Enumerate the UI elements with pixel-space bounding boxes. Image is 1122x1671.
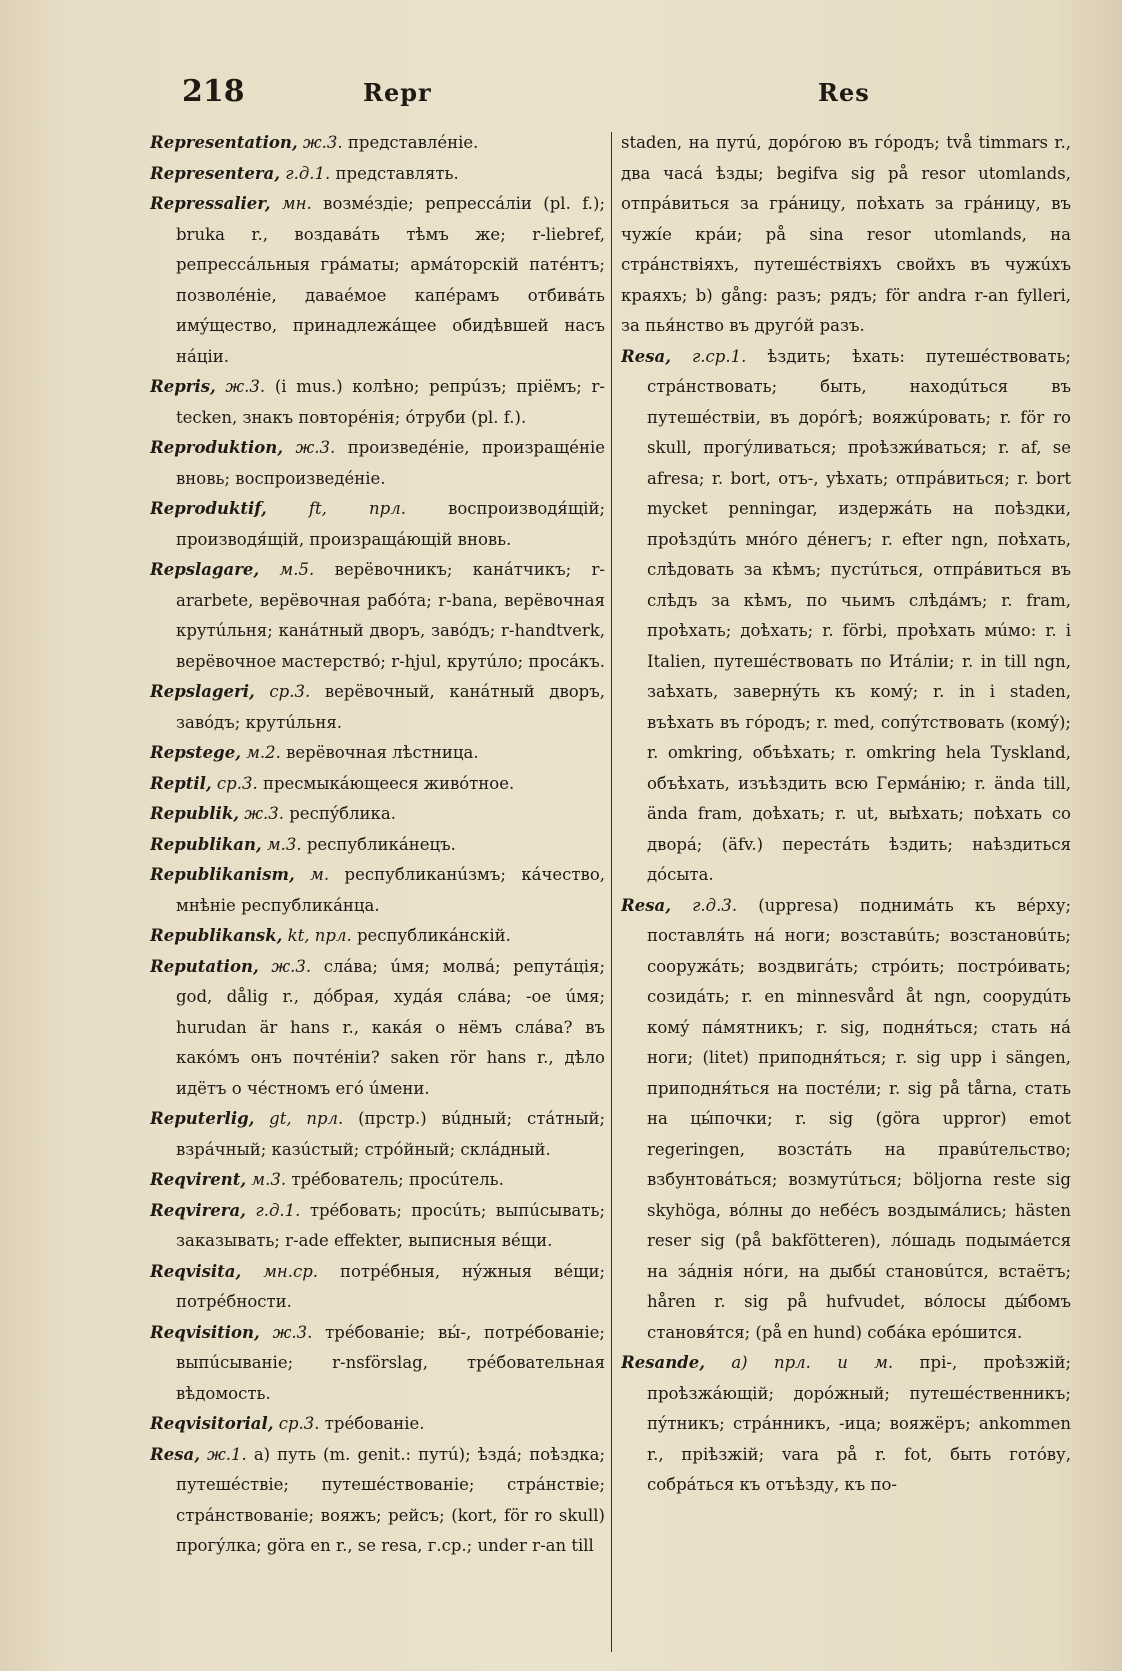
- entry-definition: пресмыкáющееся живóтное.: [262, 773, 515, 793]
- dictionary-entry: [150, 769, 605, 800]
- entry-definition: потрéбныя, нýжныя вéщи; потрéбности.: [176, 1261, 605, 1311]
- entry-grammar: ж.3.: [272, 1322, 313, 1342]
- column-divider: [611, 132, 612, 1652]
- entry-grammar: м.3.: [251, 1170, 287, 1189]
- dictionary-entry: [150, 1318, 605, 1410]
- entry-definition: staden, на путú, дорóгою въ гóродъ; två timmars r., два часá ѣзды; begifva sig på resor utomlands, отпрáвиться за грáницу, поѣхать за грáницу, въ чужíе крáи; på sina resor utomlands, на стрáнствіяхъ, путешéствіяхъ свойхъ въ чужúхъ краяхъ; b) gång: разъ; рядъ; för andra r-an fylleri, за пья́нство въ другóй разъ.: [621, 133, 1071, 335]
- entry-grammar: м.2.: [246, 743, 281, 762]
- entry-definition: трéбованіе; вы́-, потрéбованіе; выпúсываніе; r-nsförslag, трéбовательная вѣдомость.: [176, 1322, 605, 1403]
- entry-definition: (прстр.) вúдный; стáтный; взрáчный; казúстый; стрóйный; склáдный.: [176, 1109, 605, 1159]
- entry-definition: трéбователь; просúтель.: [291, 1170, 504, 1189]
- dictionary-entry: [150, 159, 605, 190]
- entry-definition: верёвочная лѣстница.: [286, 743, 479, 762]
- entry-grammar: г.д.3.: [692, 895, 738, 915]
- dictionary-entry: [150, 677, 605, 738]
- entry-headword: Repstege,: [150, 743, 241, 762]
- entry-grammar: м.5.: [279, 560, 315, 579]
- page-header: [0, 74, 1122, 124]
- entry-headword: Representera,: [150, 163, 280, 183]
- entry-definition: (i mus.) колѣно; репрúзъ; пріёмъ; r-tecken, знакъ повторéнія; óтруби (pl. f.).: [176, 377, 605, 427]
- entry-definition: республиканúзмъ; кáчество, мнѣніе республикáнца.: [176, 865, 605, 915]
- dictionary-entry: [150, 189, 605, 372]
- entry-definition: верёвочникъ; канáтчикъ; r-ararbete, верёвочная рабóта; r-bana, верёвочная крутúльня; канáтный дворъ, завóдъ; r-handtverk, верёвочное мастерствó; r-hjul, крутúло; просáкъ.: [176, 560, 605, 671]
- dictionary-entry: [150, 830, 605, 861]
- entry-headword: Reputerlig,: [150, 1109, 255, 1128]
- dictionary-entry: [150, 372, 605, 433]
- entry-headword: Repris,: [150, 377, 216, 396]
- entry-definition: трéбованіе.: [324, 1414, 425, 1433]
- entry-headword: Republikansk,: [150, 926, 283, 945]
- entry-headword: Resa,: [621, 895, 671, 915]
- entry-headword: Reqvisition,: [150, 1322, 260, 1342]
- entry-definition: представлéніе.: [347, 133, 479, 152]
- entry-headword: Resa,: [150, 1444, 200, 1464]
- page-number: 218: [182, 74, 245, 109]
- entry-grammar: г.ср.1.: [691, 346, 747, 366]
- entry-headword: Resa,: [621, 346, 671, 366]
- entry-grammar: ср.3.: [278, 1414, 320, 1433]
- entry-definition: ѣздить; ѣхать: путешéствовать; стрáнствовать; быть, находúться въ путешéствіи, въ дорóгѣ; вояжúровать; r. för ro skull, прогýливаться; проѣзжи́ваться; r. af, se afresa; r. bort, отъ-, уѣхать; отпрáвиться; r. bort mycket penningar, издержáть на поѣздки, проѣздúть мнóго дéнегъ; r. efter ngn, поѣхать, слѣдовать за кѣмъ; пустúться, отпрáвиться въ слѣдъ за кѣмъ, по чьимъ слѣдáмъ; r. fram, проѣхать; доѣхать; r. förbi, проѣхать мúмо: r. i Italien, путешéствовать по Итáліи; r. in till ngn, заѣхать, завернýть къ комý; r. in i staden, въѣхать въ гóродъ; r. med, сопýтствовать (комý); r. omkring, объѣхать; r. omkring hela Tyskland, объѣхать, изъѣздить всю Гермáнію; r. ända till, ända fram, доѣхать; r. ut, выѣхать; поѣхать со дворá; (äfv.) перестáть ѣздить; наѣздиться дóсыта.: [647, 346, 1071, 884]
- dictionary-entry: [150, 738, 605, 769]
- entry-grammar: ср.3.: [269, 682, 311, 701]
- entry-grammar: gt, прл.: [269, 1109, 344, 1128]
- dictionary-entry: [150, 1104, 605, 1165]
- right-column: [621, 128, 1071, 1658]
- dictionary-entry: [150, 555, 605, 677]
- entry-grammar: kt, прл.: [287, 926, 352, 945]
- entry-headword: Repslageri,: [150, 682, 255, 701]
- entry-headword: Republikanism,: [150, 865, 295, 884]
- right-running-head: Res: [818, 78, 870, 107]
- entry-grammar: ср.3.: [216, 773, 258, 793]
- dictionary-entry: [150, 128, 605, 159]
- entry-grammar: ж.3.: [244, 804, 284, 823]
- entry-grammar: ж.3.: [302, 133, 343, 152]
- dictionary-entry: [621, 891, 1071, 1349]
- entry-grammar: ж.1.: [207, 1444, 247, 1464]
- dictionary-entry: [150, 1257, 605, 1318]
- left-running-head: Repr: [363, 78, 432, 107]
- entry-grammar: м.3.: [266, 834, 302, 854]
- left-column: [150, 128, 605, 1658]
- entry-definition: а) путь (m. genit.: путú); ѣздá; поѣздка; путешéствіе; путешéствованіе; стрáнствіе; стрáнствованіе; вояжъ; рейсъ; (kort, för ro skull) прогýлка; göra en r., se resa, г.ср.; under r-an till: [176, 1444, 605, 1555]
- entry-headword: Reqvirent,: [150, 1170, 247, 1189]
- dictionary-entry: [150, 952, 605, 1105]
- dictionary-entry: [621, 128, 1071, 342]
- entry-grammar: г.д.1.: [285, 163, 331, 183]
- entry-grammar: ft, прл.: [308, 499, 406, 518]
- entry-headword: Repslagare,: [150, 560, 260, 579]
- entry-grammar: мн.: [281, 194, 312, 213]
- entry-definition: трéбовать; просúть; выпúсывать; заказывать; r-ade effekter, выписныя вéщи.: [176, 1200, 605, 1250]
- entry-headword: Reptil,: [150, 773, 212, 793]
- entry-definition: прі-, проѣзжій; проѣзжáющій; дорóжный; путешéственникъ; пýтникъ; стрáнникъ, -ица; вояжëръ; ankommen r., пріѣзжій; vara på r. fot, быть готóву, собрáться къ отъѣзду, къ по-: [647, 1353, 1071, 1494]
- entry-headword: Reqvirera,: [150, 1200, 246, 1220]
- dictionary-entry: [150, 860, 605, 921]
- entry-definition: верёвочный, канáтный дворъ, завóдъ; крутúльня.: [176, 682, 605, 732]
- entry-headword: Reputation,: [150, 956, 259, 976]
- entry-headword: Reproduktion,: [150, 438, 284, 457]
- dictionary-entry: [621, 342, 1071, 891]
- dictionary-entry: [150, 1196, 605, 1257]
- entry-definition: респýблика.: [289, 804, 396, 823]
- entry-headword: Repressalier,: [150, 194, 271, 213]
- entry-headword: Republik,: [150, 804, 239, 823]
- dictionary-entry: [150, 1165, 605, 1196]
- entry-definition: произведéніе, произращéніе вновь; воспроизведéніе.: [176, 438, 605, 488]
- dictionary-entry: [150, 1440, 605, 1562]
- entry-headword: Reqvisita,: [150, 1261, 242, 1281]
- dictionary-entry: [150, 433, 605, 494]
- dictionary-entry: [150, 494, 605, 555]
- entry-grammar: мн.ср.: [263, 1261, 319, 1281]
- entry-grammar: ж.3.: [225, 377, 266, 396]
- dictionary-entry: [150, 799, 605, 830]
- entry-definition: воспроизводя́щій; производя́щій, произращáющій вновь.: [176, 499, 605, 549]
- entry-headword: Resande,: [621, 1353, 705, 1372]
- dictionary-entry: [150, 921, 605, 952]
- entry-grammar: г.д.1.: [255, 1200, 301, 1220]
- entry-headword: Reproduktif,: [150, 499, 267, 518]
- entry-definition: республикáнецъ.: [306, 834, 456, 854]
- entry-definition: республикáнскій.: [356, 926, 511, 945]
- entry-headword: Republikan,: [150, 834, 262, 854]
- entry-headword: Representation,: [150, 133, 298, 152]
- dictionary-entry: [150, 1409, 605, 1440]
- entry-grammar: ж.3.: [271, 956, 312, 976]
- entry-headword: Reqvisitorial,: [150, 1414, 274, 1433]
- entry-grammar: м.: [310, 865, 330, 884]
- dictionary-entry: [621, 1348, 1071, 1501]
- entry-definition: возмéздіе; репрессáліи (pl. f.); bruka r., воздавáть тѣмъ же; r-liebref, репрессáльныя грáматы; армáторскій патéнтъ; позволéніе, даваéмое капéрамъ отбивáть имýщество, принадлежáщее обидѣвшей насъ нáціи.: [176, 194, 605, 366]
- entry-definition: представлять.: [335, 163, 459, 183]
- entry-grammar: ж.3.: [295, 438, 336, 457]
- entry-definition: слáва; úмя; молвá; репутáція; god, dålig r., дóбрая, худáя слáва; -ое úмя; hurudan är hans r., какáя о нёмъ слáва? въ какóмъ онъ почтéніи? saken rör hans r., дѣло идётъ о чéстномъ егó úмени.: [176, 956, 605, 1098]
- entry-grammar: а) прл. и м.: [731, 1353, 894, 1372]
- entry-definition: (uppresa) поднимáть къ вéрху; поставля́ть нá ноги; возставúть; возстановúть; сооружáть; воздвигáть; стрóить; пострóивать; созидáть; r. en minnesvård åt ngn, соорудúть комý пáмятникъ; r. sig, подня́ться; стать нá ноги; (litet) приподня́ться; r. sig upp i sängen, приподня́ться на постéли; r. sig på tårna, стать на цы́почки; r. sig (göra uppror) emot regeringen, возстáть на правúтельство; взбунтовáться; возмутúться; böljorna reste sig skyhöga, вóлны до небéсъ воздымáлись; hästen reser sig (på bakfötteren), лóшадь подымáется на зáднія нóги, на дыбы́ становúтся, встаётъ; håren r. sig på hufvudet, вóлосы ды́бомъ становя́тся; (på en hund) собáка ерóшится.: [647, 895, 1071, 1342]
